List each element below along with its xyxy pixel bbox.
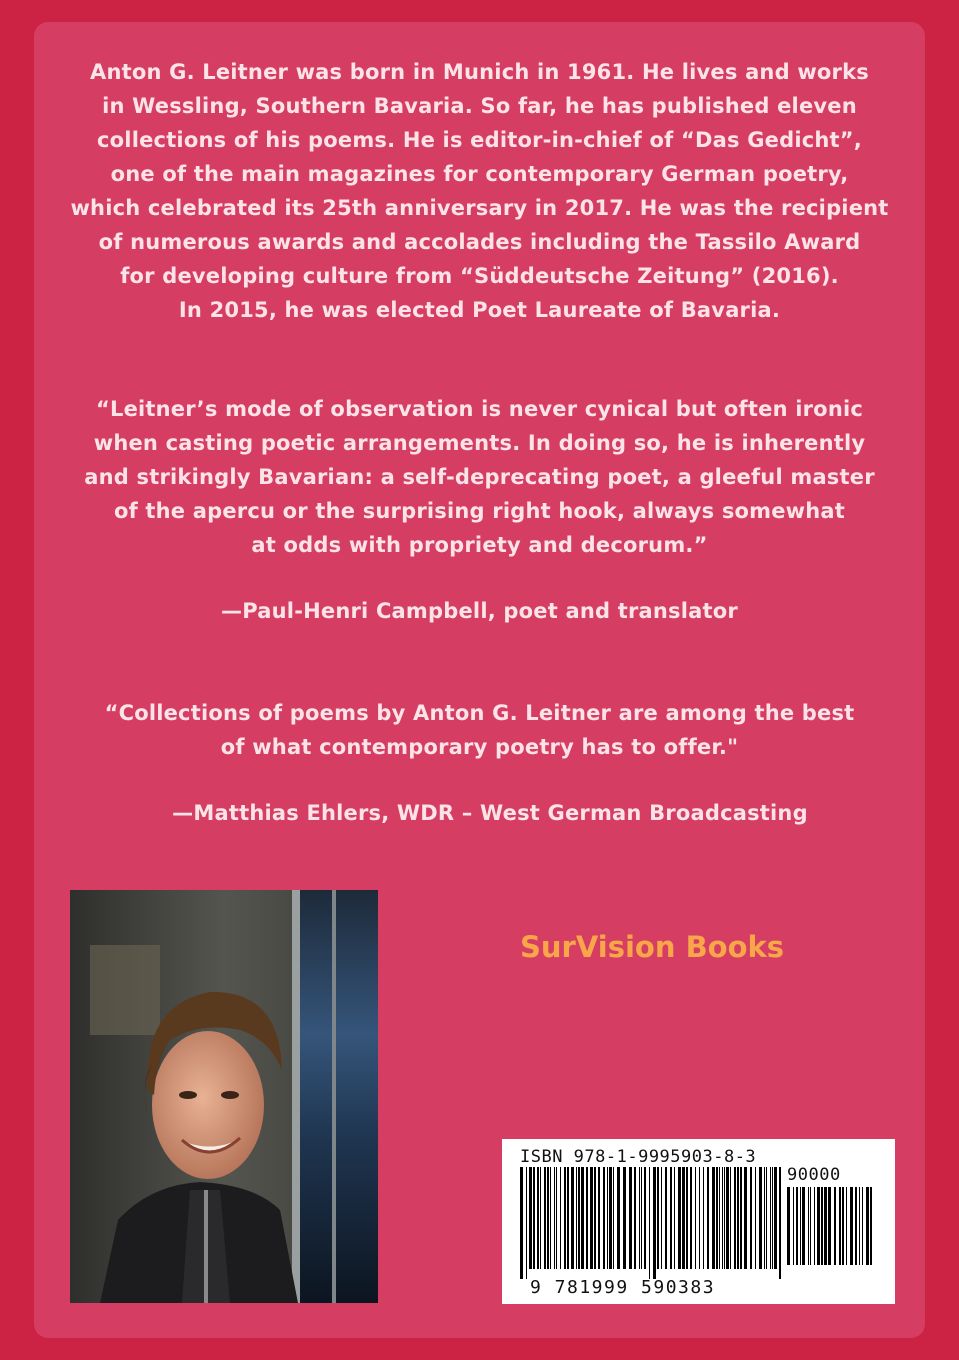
barcode-bar bbox=[855, 1187, 857, 1265]
barcode-bar bbox=[571, 1167, 574, 1269]
barcode-bar bbox=[594, 1167, 596, 1269]
barcode-bar bbox=[866, 1187, 869, 1265]
author-photo bbox=[70, 890, 378, 1303]
barcode-bar bbox=[554, 1167, 555, 1269]
quote-line: “Collections of poems by Anton G. Leitner are among the best bbox=[104, 701, 855, 725]
barcode-bars bbox=[520, 1167, 785, 1279]
bio-line: which celebrated its 25th anniversary in 2017. He was the recipient bbox=[70, 196, 889, 220]
quote-line: “Leitner’s mode of observation is never cynical but often ironic bbox=[95, 397, 864, 421]
barcode-bar bbox=[526, 1167, 527, 1279]
quote-line: and strikingly Bavarian: a self-deprecating poet, a gleeful master bbox=[84, 465, 875, 489]
barcode-bar bbox=[590, 1167, 593, 1269]
barcode-bar bbox=[547, 1167, 549, 1269]
bio-line: one of the main magazines for contemporary German poetry, bbox=[110, 162, 849, 186]
quote-campbell bbox=[50, 392, 909, 562]
barcode-bar bbox=[726, 1167, 729, 1269]
barcode-bar bbox=[793, 1187, 794, 1265]
barcode-bar bbox=[740, 1167, 742, 1269]
barcode-bar bbox=[800, 1187, 801, 1265]
price-barcode-bars bbox=[787, 1187, 877, 1275]
barcode-bar bbox=[750, 1167, 752, 1269]
barcode-bar bbox=[850, 1187, 853, 1265]
barcode-bar bbox=[722, 1167, 723, 1269]
barcode-bar bbox=[764, 1167, 765, 1269]
bio-line: In 2015, he was elected Poet Laureate of Bavaria. bbox=[178, 298, 781, 322]
quote-ehlers bbox=[50, 696, 909, 764]
attribution-text: —Paul-Henri Campbell, poet and translator bbox=[221, 599, 738, 623]
barcode-bar bbox=[808, 1187, 809, 1265]
barcode-bar bbox=[644, 1167, 646, 1269]
barcode-bar bbox=[779, 1167, 781, 1279]
isbn-label: ISBN 978-1-9995903-8-3 bbox=[520, 1147, 757, 1167]
publisher-name: SurVision Books bbox=[520, 930, 785, 964]
barcode-bar bbox=[653, 1167, 656, 1279]
barcode-bar bbox=[834, 1187, 836, 1265]
barcode-bar bbox=[719, 1167, 720, 1269]
barcode-bar bbox=[649, 1167, 650, 1279]
quote-line: of what contemporary poetry has to offer." bbox=[220, 735, 739, 759]
barcode-bar bbox=[686, 1167, 688, 1269]
barcode-bar bbox=[690, 1167, 692, 1269]
barcode-bar bbox=[634, 1167, 636, 1269]
attribution-text: —Matthias Ehlers, WDR – West German Broadcasting bbox=[172, 801, 808, 825]
barcode-bar bbox=[828, 1187, 831, 1265]
barcode-bar bbox=[544, 1167, 546, 1269]
barcode-bar bbox=[699, 1167, 700, 1269]
barcode-bar bbox=[744, 1167, 747, 1269]
bio-line: for developing culture from “Süddeutsche Zeitung” (2016). bbox=[120, 264, 839, 288]
barcode-bar bbox=[774, 1167, 777, 1269]
isbn-barcode bbox=[502, 1139, 895, 1304]
barcode-bar bbox=[810, 1187, 811, 1265]
barcode-bar bbox=[716, 1167, 718, 1269]
barcode-bar bbox=[661, 1167, 662, 1269]
barcode-bar bbox=[814, 1187, 815, 1265]
barcode-bar bbox=[703, 1167, 704, 1269]
barcode-bar bbox=[540, 1167, 541, 1269]
quote-line: of the apercu or the surprising right hook, always somewhat bbox=[113, 499, 846, 523]
barcode-bar bbox=[613, 1167, 614, 1269]
barcode-bar bbox=[520, 1167, 523, 1279]
barcode-bar bbox=[603, 1167, 605, 1269]
barcode-bar bbox=[578, 1167, 580, 1269]
barcode-bar bbox=[824, 1187, 827, 1265]
barcode-bar bbox=[682, 1167, 685, 1269]
barcode-bar bbox=[821, 1187, 823, 1265]
quote-attribution-campbell bbox=[50, 594, 909, 628]
barcode-bar bbox=[724, 1167, 725, 1269]
barcode-bar bbox=[737, 1167, 739, 1269]
barcode-bar bbox=[862, 1187, 863, 1265]
author-bio bbox=[50, 55, 909, 327]
barcode-bar bbox=[670, 1167, 672, 1269]
barcode-bar bbox=[695, 1167, 696, 1269]
barcode-bar bbox=[556, 1167, 557, 1269]
barcode-bar bbox=[859, 1187, 860, 1265]
bio-line: Anton G. Leitner was born in Munich in 1961. He lives and works bbox=[90, 60, 869, 84]
quote-attribution-ehlers bbox=[90, 796, 890, 830]
barcode-bar bbox=[674, 1167, 675, 1269]
barcode-bar bbox=[607, 1167, 608, 1269]
bio-line: collections of his poems. He is editor-in-chief of “Das Gedicht”, bbox=[97, 128, 862, 152]
barcode-bar bbox=[629, 1167, 632, 1269]
barcode-bar bbox=[839, 1187, 841, 1265]
barcode-bar bbox=[817, 1187, 820, 1265]
barcode-bar bbox=[550, 1167, 551, 1269]
barcode-bar bbox=[730, 1167, 731, 1269]
barcode-bar bbox=[609, 1167, 612, 1269]
barcode-bar bbox=[529, 1167, 532, 1269]
barcode-bar bbox=[581, 1167, 584, 1269]
barcode-bar bbox=[755, 1167, 756, 1269]
barcode-bar bbox=[567, 1167, 569, 1269]
barcode-bar bbox=[617, 1167, 620, 1269]
barcode-bar bbox=[678, 1167, 681, 1269]
barcode-bar bbox=[598, 1167, 600, 1269]
barcode-bar bbox=[712, 1167, 715, 1269]
barcode-bar bbox=[665, 1167, 667, 1269]
isbn-digits: 9 781999 590383 bbox=[530, 1277, 716, 1298]
bio-line: in Wessling, Southern Bavaria. So far, he has published eleven bbox=[102, 94, 857, 118]
barcode-bar bbox=[772, 1167, 773, 1269]
barcode-bar bbox=[870, 1187, 872, 1265]
barcode-bar bbox=[639, 1167, 640, 1269]
barcode-bar bbox=[802, 1187, 805, 1265]
barcode-bar bbox=[846, 1187, 847, 1265]
barcode-bar bbox=[560, 1167, 561, 1269]
quote-line: when casting poetic arrangements. In doing so, he is inherently bbox=[93, 431, 866, 455]
quote-line: at odds with propriety and decorum.” bbox=[251, 533, 708, 557]
barcode-bar bbox=[623, 1167, 626, 1269]
barcode-bar bbox=[537, 1167, 539, 1269]
barcode-bar bbox=[576, 1167, 577, 1269]
price-code: 90000 bbox=[787, 1165, 841, 1185]
barcode-bar bbox=[564, 1167, 566, 1269]
barcode-bar bbox=[657, 1167, 659, 1269]
barcode-bar bbox=[842, 1187, 844, 1265]
barcode-bar bbox=[586, 1167, 588, 1269]
barcode-bar bbox=[796, 1187, 798, 1265]
barcode-bar bbox=[533, 1167, 535, 1269]
barcode-bar bbox=[641, 1167, 642, 1269]
barcode-bar bbox=[759, 1167, 762, 1269]
barcode-bar bbox=[734, 1167, 736, 1269]
barcode-bar bbox=[707, 1167, 709, 1269]
barcode-bar bbox=[787, 1187, 790, 1265]
barcode-bar bbox=[766, 1167, 767, 1269]
barcode-bar bbox=[770, 1167, 771, 1269]
bio-line: of numerous awards and accolades including the Tassilo Award bbox=[98, 230, 861, 254]
